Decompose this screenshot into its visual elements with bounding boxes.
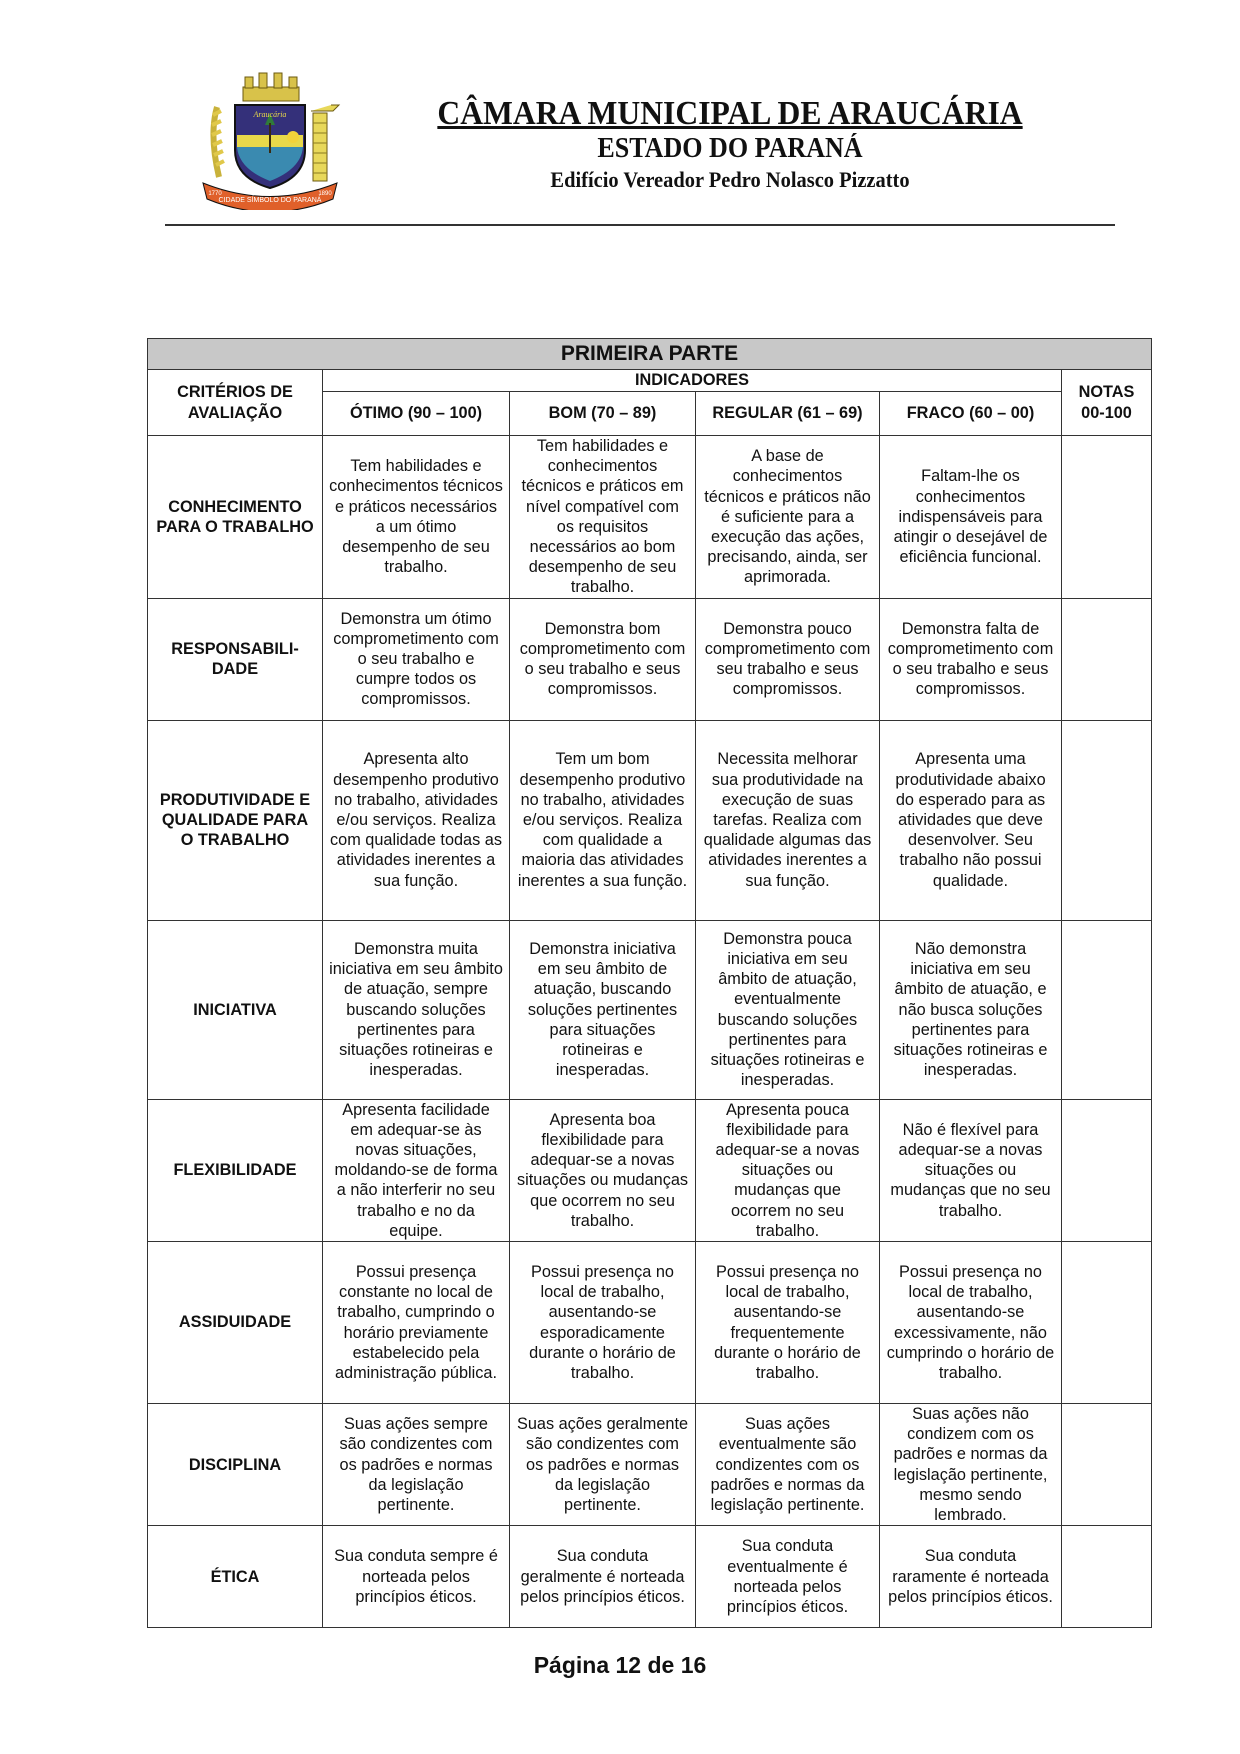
level-header-fraco: FRACO (60 – 00) xyxy=(880,392,1062,436)
indicator-description: Demonstra pouco comprometimento com seu trabalho e seus compromissos. xyxy=(696,598,880,720)
criterion-row xyxy=(148,920,1152,1099)
section-title: PRIMEIRA PARTE xyxy=(148,339,1152,370)
indicator-description: Demonstra iniciativa em seu âmbito de atuação, buscando soluções pertinentes para situações rotineiras e inesperadas. xyxy=(510,920,696,1099)
criteria-header: CRITÉRIOS DE AVALIAÇÃO xyxy=(148,370,323,436)
municipal-crest-logo xyxy=(195,65,345,210)
state-name: ESTADO DO PARANÁ xyxy=(597,133,863,164)
indicator-description: Sua conduta raramente é norteada pelos princípios éticos. xyxy=(880,1526,1062,1628)
note-cell[interactable] xyxy=(1062,1526,1152,1628)
indicator-description: Suas ações eventualmente são condizentes com os padrões e normas da legislação pertinente. xyxy=(696,1404,880,1526)
note-cell[interactable] xyxy=(1062,1099,1152,1241)
indicator-description: Demonstra pouca iniciativa em seu âmbito de atuação, eventualmente buscando soluções pertinentes para situações rotineiras e inesperadas. xyxy=(696,920,880,1099)
criterion-row xyxy=(148,1242,1152,1404)
level-header-otimo: ÓTIMO (90 – 100) xyxy=(323,392,510,436)
criterion-label: ÉTICA xyxy=(148,1526,323,1628)
indicator-description: Possui presença no local de trabalho, ausentando-se esporadicamente durante o horário de trabalho. xyxy=(510,1242,696,1404)
note-cell[interactable] xyxy=(1062,720,1152,920)
criterion-label: FLEXIBILIDADE xyxy=(148,1099,323,1241)
shield-icon xyxy=(235,105,305,188)
note-cell[interactable] xyxy=(1062,1404,1152,1526)
building-name: Edifício Vereador Pedro Nolasco Pizzatto xyxy=(550,167,910,192)
indicator-description: Apresenta pouca flexibilidade para adequar-se a novas situações ou mudanças que ocorrem no seu trabalho. xyxy=(696,1099,880,1241)
note-cell[interactable] xyxy=(1062,1242,1152,1404)
indicator-description: Sua conduta eventualmente é norteada pelos princípios éticos. xyxy=(696,1526,880,1628)
page-number: Página 12 de 16 xyxy=(533,1652,707,1678)
note-cell[interactable] xyxy=(1062,598,1152,720)
indicator-description: Demonstra bom comprometimento com o seu trabalho e seus compromissos. xyxy=(510,598,696,720)
indicator-description: Apresenta facilidade em adequar-se às novas situações, moldando-se de forma a não interferir no seu trabalho e no da equipe. xyxy=(323,1099,510,1241)
note-cell[interactable] xyxy=(1062,436,1152,599)
indicator-description: Demonstra um ótimo comprometimento com o seu trabalho e cumpre todos os compromissos. xyxy=(323,598,510,720)
criterion-label: ASSIDUIDADE xyxy=(148,1242,323,1404)
indicator-description: Possui presença constante no local de trabalho, cumprindo o horário previamente estabelecido pela administração pública. xyxy=(323,1242,510,1404)
evaluation-table xyxy=(147,338,1152,1628)
criterion-row xyxy=(148,720,1152,920)
crest-shield-text: Araucária xyxy=(253,110,287,119)
indicator-description: Faltam-lhe os conhecimentos indispensáveis para atingir o desejável de eficiência funcional. xyxy=(880,436,1062,599)
indicator-description: Apresenta alto desempenho produtivo no trabalho, atividades e/ou serviços. Realiza com qualidade todas as atividades inerentes a sua função. xyxy=(323,720,510,920)
criterion-row xyxy=(148,598,1152,720)
level-header-regular: REGULAR (61 – 69) xyxy=(696,392,880,436)
indicator-description: Necessita melhorar sua produtividade na execução de suas tarefas. Realiza com qualidade algumas das atividades inerentes a sua função. xyxy=(696,720,880,920)
indicator-description: Demonstra falta de comprometimento com o seu trabalho e seus compromissos. xyxy=(880,598,1062,720)
indicator-description: Tem habilidades e conhecimentos técnicos e práticos em nível compatível com os requisitos necessários ao bom desempenho de seu trabalho. xyxy=(510,436,696,599)
indicator-description: Suas ações sempre são condizentes com os padrões e normas da legislação pertinente. xyxy=(323,1404,510,1526)
institution-name: CÂMARA MUNICIPAL DE ARAUCÁRIA xyxy=(437,95,1023,132)
criterion-label: RESPONSABILI-DADE xyxy=(148,598,323,720)
letterhead xyxy=(0,0,1240,240)
crest-banner-text: CIDADE SÍMBOLO DO PARANÁ xyxy=(218,197,322,204)
indicator-description: Não é flexível para adequar-se a novas situações ou mudanças que no seu trabalho. xyxy=(880,1099,1062,1241)
criterion-row xyxy=(148,436,1152,599)
indicator-description: Demonstra muita iniciativa em seu âmbito de atuação, sempre buscando soluções pertinentes para situações rotineiras e inesperadas. xyxy=(323,920,510,1099)
criterion-row xyxy=(148,1404,1152,1526)
tower-icon xyxy=(311,105,339,181)
crest-year-left: 1770 xyxy=(208,191,222,197)
crest-year-right: 1890 xyxy=(318,191,332,197)
level-header-bom: BOM (70 – 89) xyxy=(510,392,696,436)
indicator-description: Apresenta uma produtividade abaixo do esperado para as atividades que deve desenvolver. Seu trabalho não possui qualidade. xyxy=(880,720,1062,920)
note-cell[interactable] xyxy=(1062,920,1152,1099)
notes-header: NOTAS 00-100 xyxy=(1062,370,1152,436)
criterion-label: CONHECIMENTO PARA O TRABALHO xyxy=(148,436,323,599)
criterion-label: INICIATIVA xyxy=(148,920,323,1099)
indicator-description: Possui presença no local de trabalho, ausentando-se excessivamente, não cumprindo o horário de trabalho. xyxy=(880,1242,1062,1404)
indicator-description: Não demonstra iniciativa em seu âmbito de atuação, e não busca soluções pertinentes para situações rotineiras e inesperadas. xyxy=(880,920,1062,1099)
header-divider xyxy=(165,224,1115,226)
indicators-header: INDICADORES xyxy=(323,370,1062,392)
indicator-description: Tem habilidades e conhecimentos técnicos e práticos necessários a um ótimo desempenho de seu trabalho. xyxy=(323,436,510,599)
indicator-description: Apresenta boa flexibilidade para adequar-se a novas situações ou mudanças que ocorrem no seu trabalho. xyxy=(510,1099,696,1241)
criterion-row xyxy=(148,1099,1152,1241)
indicator-description: Suas ações não condizem com os padrões e normas da legislação pertinente, mesmo sendo lembrado. xyxy=(880,1404,1062,1526)
indicator-description: Sua conduta sempre é norteada pelos princípios éticos. xyxy=(323,1526,510,1628)
indicator-description: Tem um bom desempenho produtivo no trabalho, atividades e/ou serviços. Realiza com qualidade a maioria das atividades inerentes a sua função. xyxy=(510,720,696,920)
criterion-label: DISCIPLINA xyxy=(148,1404,323,1526)
criterion-row xyxy=(148,1526,1152,1628)
wheat-icon xyxy=(212,107,224,177)
letterhead-title-block xyxy=(380,95,1080,195)
indicator-description: Suas ações geralmente são condizentes com os padrões e normas da legislação pertinente. xyxy=(510,1404,696,1526)
crown-icon xyxy=(243,73,299,101)
criterion-label: PRODUTIVIDADE E QUALIDADE PARA O TRABALHO xyxy=(148,720,323,920)
indicator-description: A base de conhecimentos técnicos e práticos não é suficiente para a execução das ações, precisando, ainda, ser aprimorada. xyxy=(696,436,880,599)
indicator-description: Sua conduta geralmente é norteada pelos princípios éticos. xyxy=(510,1526,696,1628)
indicator-description: Possui presença no local de trabalho, ausentando-se frequentemente durante o horário de trabalho. xyxy=(696,1242,880,1404)
